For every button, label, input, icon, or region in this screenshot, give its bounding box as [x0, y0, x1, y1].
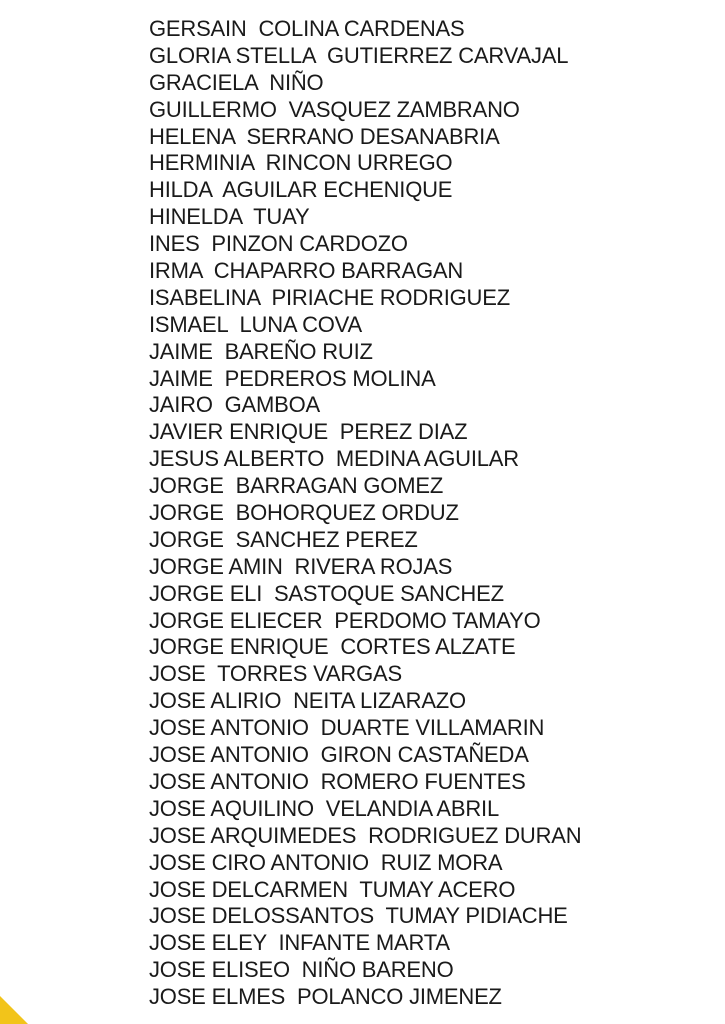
name-entry: JOSE DELCARMEN TUMAY ACERO	[149, 876, 516, 902]
name-entry: JORGE ELIECER PERDOMO TAMAYO	[149, 607, 541, 633]
name-entry: JORGE ELI SASTOQUE SANCHEZ	[149, 580, 504, 606]
name-entry: HINELDA TUAY	[149, 204, 310, 230]
name-entry: JOSE ALIRIO NEITA LIZARAZO	[149, 688, 466, 714]
name-entry: HERMINIA RINCON URREGO	[149, 150, 453, 176]
name-entry: JOSE AQUILINO VELANDIA ABRIL	[149, 795, 500, 821]
name-entry: JAIME BAREÑO RUIZ	[149, 338, 373, 364]
name-entry: JOSE ANTONIO ROMERO FUENTES	[149, 768, 526, 794]
name-entry: JORGE ENRIQUE CORTES ALZATE	[149, 634, 516, 660]
name-entry: JOSE ARQUIMEDES RODRIGUEZ DURAN	[149, 822, 582, 848]
name-entry: JOSE ELMES POLANCO JIMENEZ	[149, 984, 502, 1010]
name-entry: INES PINZON CARDOZO	[149, 231, 408, 257]
name-entry: JESUS ALBERTO MEDINA AGUILAR	[149, 446, 519, 472]
name-entry: HELENA SERRANO DESANABRIA	[149, 123, 500, 149]
name-entry: JOSE ELISEO NIÑO BARENO	[149, 957, 454, 983]
name-list	[149, 16, 581, 1011]
name-entry: JAIME PEDREROS MOLINA	[149, 365, 436, 391]
name-entry: ISMAEL LUNA COVA	[149, 311, 363, 337]
name-entry: GERSAIN COLINA CARDENAS	[149, 16, 465, 41]
name-entry: JORGE BARRAGAN GOMEZ	[149, 473, 444, 499]
corner-accent	[0, 996, 28, 1024]
name-entry: ISABELINA PIRIACHE RODRIGUEZ	[149, 284, 510, 310]
name-entry: JAVIER ENRIQUE PEREZ DIAZ	[149, 419, 468, 445]
name-entry: JOSE ELEY INFANTE MARTA	[149, 930, 450, 956]
name-entry: JORGE AMIN RIVERA ROJAS	[149, 553, 453, 579]
name-entry: JORGE BOHORQUEZ ORDUZ	[149, 500, 459, 526]
name-entry: GRACIELA NIÑO	[149, 69, 324, 95]
name-entry: IRMA CHAPARRO BARRAGAN	[149, 258, 464, 284]
name-entry: JOSE ANTONIO GIRON CASTAÑEDA	[149, 742, 529, 768]
name-entry: JORGE SANCHEZ PEREZ	[149, 526, 418, 552]
name-entry: HILDA AGUILAR ECHENIQUE	[149, 177, 453, 203]
name-entry: JOSE CIRO ANTONIO RUIZ MORA	[149, 849, 503, 875]
name-entry: GLORIA STELLA GUTIERREZ CARVAJAL	[149, 42, 569, 68]
name-entry: JOSE TORRES VARGAS	[149, 661, 402, 687]
name-entry: JAIRO GAMBOA	[149, 392, 320, 418]
name-entry: GUILLERMO VASQUEZ ZAMBRANO	[149, 96, 520, 122]
name-entry: JOSE ANTONIO DUARTE VILLAMARIN	[149, 715, 545, 741]
name-entry: JOSE DELOSSANTOS TUMAY PIDIACHE	[149, 903, 568, 929]
